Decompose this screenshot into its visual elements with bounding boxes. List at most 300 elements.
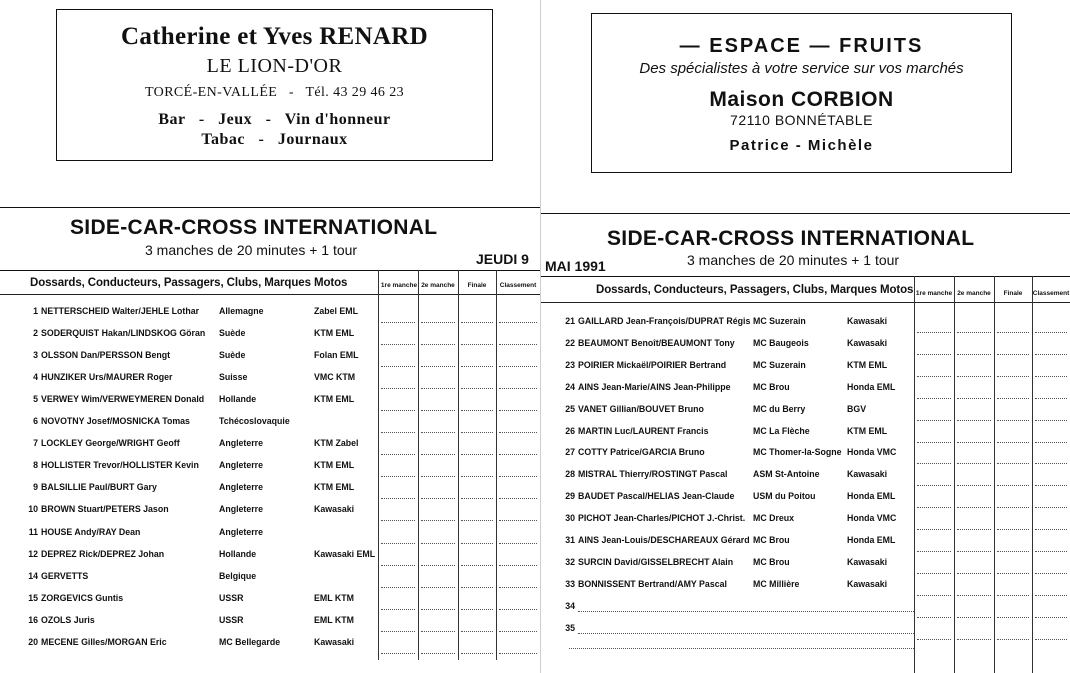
entry-crew: NETTERSCHEID Walter/JEHLE Lothar <box>41 306 200 316</box>
result-line <box>997 595 1029 596</box>
result-line <box>1035 398 1067 399</box>
section-rule <box>541 213 1070 214</box>
blank-entry-line <box>569 648 914 649</box>
result-line <box>917 617 951 618</box>
result-line <box>499 432 537 433</box>
event-title: SIDE-CAR-CROSS INTERNATIONAL <box>70 216 438 239</box>
result-line <box>917 442 951 443</box>
result-line <box>1035 529 1067 530</box>
entry-number: 31 <box>565 535 575 545</box>
event-day: JEUDI 9 <box>476 251 529 267</box>
col-header-2: 2e manche <box>421 282 455 289</box>
entry-brand: KTM EML <box>314 460 355 471</box>
result-line <box>1035 332 1067 333</box>
entry-club: USM du Poitou <box>753 491 816 502</box>
entry-brand: Honda EML <box>847 535 896 545</box>
result-line <box>421 344 455 345</box>
entry-crew: SODERQUIST Hakan/LINDSKOG Göran <box>41 328 206 339</box>
result-line <box>997 617 1029 618</box>
entry-brand: KTM Zabel <box>314 438 359 449</box>
entry-number: 2 <box>33 328 38 339</box>
entry-number: 26 <box>565 425 575 436</box>
result-line <box>997 354 1029 355</box>
result-line <box>957 420 991 421</box>
entry-club: Angleterre <box>219 460 263 471</box>
ad-services-line1: Bar - Jeux - Vin d'honneur <box>158 111 391 128</box>
event-date-rest: MAI 1991 <box>545 258 606 274</box>
result-line <box>499 454 537 455</box>
entry-crew: LOCKLEY George/WRIGHT Geoff <box>41 438 180 449</box>
result-line <box>499 410 537 411</box>
table-top-rule <box>0 270 540 271</box>
entry-brand: KTM EML <box>314 394 355 405</box>
entry-row <box>0 504 540 524</box>
result-line <box>917 529 951 530</box>
entry-number: 28 <box>565 469 575 480</box>
entry-number: 15 <box>28 592 38 603</box>
result-line <box>499 587 537 588</box>
ad-headline: — ESPACE — FRUITS <box>679 35 924 57</box>
entry-crew: BEAUMONT Benoît/BEAUMONT Tony <box>578 337 735 348</box>
result-line <box>461 366 493 367</box>
result-line <box>1035 442 1067 443</box>
result-line <box>381 454 415 455</box>
result-line <box>461 498 493 499</box>
entry-brand: Zabel EML <box>314 306 358 316</box>
event-subtitle: 3 manches de 20 minutes + 1 tour <box>145 242 358 258</box>
result-line <box>1035 485 1067 486</box>
result-line <box>381 432 415 433</box>
renard-advertisement <box>56 9 493 161</box>
result-line <box>381 366 415 367</box>
result-line <box>917 420 951 421</box>
result-line <box>499 631 537 632</box>
result-line <box>499 520 537 521</box>
entry-club: Angleterre <box>219 482 263 493</box>
entry-club: Belgique <box>219 570 257 581</box>
entry-crew: VERWEY Wim/VERWEYMEREN Donald <box>41 394 205 405</box>
entry-number: 9 <box>33 482 38 493</box>
entry-club: MC Suzerain <box>753 316 806 326</box>
result-line <box>1035 354 1067 355</box>
result-line <box>1035 617 1067 618</box>
entry-club: Hollande <box>219 548 257 559</box>
entry-club: Suisse <box>219 372 248 383</box>
entry-crew: BALSILLIE Paul/BURT Gary <box>41 482 157 493</box>
result-line <box>499 653 537 654</box>
result-line <box>1035 595 1067 596</box>
entry-brand: Kawasaki <box>847 337 888 348</box>
entry-row <box>541 316 1070 336</box>
entry-row <box>0 350 540 370</box>
entry-crew: MISTRAL Thierry/ROSTINGT Pascal <box>578 469 728 480</box>
entry-crew: HOUSE Andy/RAY Dean <box>41 526 141 537</box>
result-line <box>461 344 493 345</box>
entry-club: Angleterre <box>219 438 263 449</box>
result-line <box>499 476 537 477</box>
entry-club: MC Millière <box>753 578 800 589</box>
ad-place: LE LION-D'OR <box>206 55 343 77</box>
result-line <box>499 543 537 544</box>
entry-crew: HOLLISTER Trevor/HOLLISTER Kevin <box>41 460 199 471</box>
entry-brand: Kawasaki EML <box>314 548 376 559</box>
ad-owner: Catherine et Yves RENARD <box>121 23 428 50</box>
result-line <box>421 432 455 433</box>
table-header-label: Dossards, Conducteurs, Passagers, Clubs, Marques Motos <box>596 284 914 296</box>
entry-number: 14 <box>28 570 38 581</box>
result-line <box>1035 573 1067 574</box>
entry-club: Allemagne <box>219 306 264 316</box>
entry-club: USSR <box>219 592 244 603</box>
entry-crew: AINS Jean-Louis/DESCHAREAUX Gérard <box>578 535 750 545</box>
col-header-1: 1re manche <box>915 290 953 297</box>
result-line <box>957 551 991 552</box>
entry-number: 7 <box>33 438 38 449</box>
result-line <box>997 639 1029 640</box>
result-line <box>1035 639 1067 640</box>
entry-number: 24 <box>565 381 575 392</box>
entry-club: Suède <box>219 350 246 361</box>
result-line <box>461 410 493 411</box>
entry-brand: Kawasaki <box>314 636 355 647</box>
entry-row <box>0 593 540 613</box>
entry-row <box>0 372 540 392</box>
result-line <box>957 617 991 618</box>
result-line <box>421 454 455 455</box>
col-header-1: 1re manche <box>380 282 418 289</box>
entry-brand: KTM EML <box>314 328 355 339</box>
entry-brand: Kawasaki <box>314 504 355 515</box>
result-line <box>1035 376 1067 377</box>
right-page <box>541 0 1070 673</box>
result-line <box>461 322 493 323</box>
result-line <box>421 543 455 544</box>
entry-number: 32 <box>565 556 575 567</box>
entry-row <box>541 579 1070 599</box>
result-line <box>381 609 415 610</box>
entry-row <box>0 394 540 414</box>
entry-row <box>0 571 540 591</box>
result-line <box>381 322 415 323</box>
entry-row <box>541 557 1070 577</box>
entry-number: 35 <box>565 622 575 633</box>
result-line <box>421 565 455 566</box>
entry-club: MC Dreux <box>753 513 795 524</box>
entry-number: 23 <box>565 359 575 370</box>
result-line <box>461 587 493 588</box>
result-line <box>499 344 537 345</box>
result-line <box>421 410 455 411</box>
entry-row <box>541 513 1070 533</box>
result-line <box>917 595 951 596</box>
result-line <box>381 565 415 566</box>
result-line <box>997 485 1029 486</box>
entry-row <box>0 482 540 502</box>
result-line <box>381 653 415 654</box>
entry-club: Suède <box>219 328 246 339</box>
entry-crew: PICHOT Jean-Charles/PICHOT J.-Christ. <box>578 513 746 524</box>
result-line <box>461 388 493 389</box>
entry-number: 34 <box>565 600 575 611</box>
result-line <box>1035 420 1067 421</box>
result-line <box>917 639 951 640</box>
col-header-4: Classement <box>1032 290 1070 297</box>
result-line <box>421 498 455 499</box>
entry-crew: MECENE Gilles/MORGAN Eric <box>41 636 167 647</box>
entry-number: 6 <box>33 416 38 427</box>
entry-brand: EML KTM <box>314 614 354 625</box>
entry-brand: Folan EML <box>314 350 359 361</box>
result-line <box>499 565 537 566</box>
entry-row <box>541 338 1070 358</box>
result-line <box>421 653 455 654</box>
entry-brand: Kawasaki <box>847 578 888 589</box>
entry-crew: GERVETTS <box>41 570 89 581</box>
entry-club: Tchécoslovaquie <box>219 416 290 427</box>
result-line <box>957 485 991 486</box>
ad-services-line2: Tabac - Journaux <box>201 131 348 148</box>
entry-crew: BONNISSENT Bertrand/AMY Pascal <box>578 578 727 589</box>
entry-club: MC Brou <box>753 381 790 392</box>
entry-row <box>0 549 540 569</box>
entry-brand: EML KTM <box>314 592 354 603</box>
entry-row <box>541 360 1070 380</box>
result-line <box>381 520 415 521</box>
entry-number: 27 <box>565 447 575 458</box>
result-line <box>461 609 493 610</box>
result-line <box>499 388 537 389</box>
result-line <box>381 344 415 345</box>
ad-address: TORCÉ-EN-VALLÉE - Tél. 43 29 46 23 <box>144 85 404 100</box>
col-header-3: Finale <box>467 282 487 289</box>
result-line <box>997 529 1029 530</box>
blank-entry-line <box>578 611 914 612</box>
entry-crew: VANET Gillian/BOUVET Bruno <box>578 403 704 414</box>
entry-club: MC Bellegarde <box>219 636 281 647</box>
entry-club: MC Thomer-la-Sogne <box>753 447 842 458</box>
entry-crew: MARTIN Luc/LAURENT Francis <box>578 425 709 436</box>
entry-number: 30 <box>565 513 575 524</box>
entry-crew: POIRIER Mickaël/POIRIER Bertrand <box>578 359 727 370</box>
result-line <box>997 332 1029 333</box>
entry-number: 10 <box>28 504 38 515</box>
result-line <box>1035 551 1067 552</box>
entry-club: USSR <box>219 614 244 625</box>
result-line <box>957 573 991 574</box>
entry-number: 12 <box>28 548 38 559</box>
entry-row <box>0 328 540 348</box>
entry-crew: ZORGEVICS Guntis <box>41 592 124 603</box>
entry-row <box>541 447 1070 467</box>
entry-number: 33 <box>565 578 575 589</box>
ad-tagline: Des spécialistes à votre service sur vos marchés <box>639 60 964 77</box>
entry-crew: COTTY Patrice/GARCIA Bruno <box>578 447 705 458</box>
entry-crew: GAILLARD Jean-François/DUPRAT Régis <box>578 316 751 326</box>
entry-brand: Honda VMC <box>847 447 897 458</box>
result-line <box>1035 507 1067 508</box>
result-line <box>381 498 415 499</box>
entry-club: Angleterre <box>219 526 263 537</box>
result-line <box>461 454 493 455</box>
entry-number: 8 <box>33 460 38 471</box>
entry-crew: DEPREZ Rick/DEPREZ Johan <box>41 548 165 559</box>
result-line <box>957 376 991 377</box>
result-line <box>381 410 415 411</box>
result-line <box>461 631 493 632</box>
entry-club: MC Baugeois <box>753 337 809 348</box>
entry-row <box>0 438 540 458</box>
entry-row <box>541 601 1070 621</box>
result-line <box>381 543 415 544</box>
entry-club: MC du Berry <box>753 403 806 414</box>
result-line <box>499 322 537 323</box>
entry-brand: Honda VMC <box>847 513 897 524</box>
result-line <box>957 354 991 355</box>
entry-club: MC Brou <box>753 556 790 567</box>
entry-brand: Kawasaki <box>847 556 888 567</box>
result-line <box>997 376 1029 377</box>
entry-brand: BGV <box>847 403 867 414</box>
result-line <box>997 551 1029 552</box>
result-line <box>421 587 455 588</box>
result-line <box>957 507 991 508</box>
entry-row <box>0 416 540 436</box>
entry-number: 11 <box>28 526 38 537</box>
result-line <box>461 653 493 654</box>
result-line <box>499 366 537 367</box>
entry-number: 1 <box>33 306 38 316</box>
result-line <box>957 463 991 464</box>
entry-number: 25 <box>565 403 575 414</box>
entry-brand: KTM EML <box>847 425 888 436</box>
table-top-rule <box>541 276 1070 277</box>
entry-club: Hollande <box>219 394 257 405</box>
result-line <box>381 587 415 588</box>
entry-brand: Honda EML <box>847 491 896 502</box>
result-line <box>461 476 493 477</box>
result-line <box>917 463 951 464</box>
result-line <box>461 543 493 544</box>
entry-number: 22 <box>565 337 575 348</box>
corbion-advertisement <box>591 13 1012 173</box>
entry-crew: AINS Jean-Marie/AINS Jean-Philippe <box>578 381 731 392</box>
result-line <box>461 432 493 433</box>
entry-club: MC Brou <box>753 535 790 545</box>
result-line <box>917 376 951 377</box>
result-line <box>917 573 951 574</box>
entry-row <box>541 535 1070 555</box>
result-line <box>461 565 493 566</box>
entry-row <box>541 469 1070 489</box>
result-line <box>997 442 1029 443</box>
result-line <box>421 631 455 632</box>
result-line <box>917 551 951 552</box>
entry-number: 21 <box>565 316 575 326</box>
entry-brand: VMC KTM <box>314 372 356 383</box>
ad-town: 72110 BONNÉTABLE <box>730 112 873 128</box>
result-line <box>957 639 991 640</box>
ad-company: Maison CORBION <box>709 88 894 111</box>
col-header-2: 2e manche <box>957 290 991 297</box>
entry-brand: Kawasaki <box>847 316 888 326</box>
ad-owners: Patrice - Michèle <box>729 137 874 154</box>
entry-crew: HUNZIKER Urs/MAURER Roger <box>41 372 173 383</box>
entry-crew: BROWN Stuart/PETERS Jason <box>41 504 169 515</box>
result-line <box>381 388 415 389</box>
entry-number: 29 <box>565 491 575 502</box>
entry-number: 16 <box>28 614 38 625</box>
result-line <box>917 398 951 399</box>
blank-entry-line <box>578 633 914 634</box>
entry-row <box>541 382 1070 402</box>
result-line <box>997 420 1029 421</box>
result-line <box>917 332 951 333</box>
entry-club: Angleterre <box>219 504 263 515</box>
result-line <box>997 507 1029 508</box>
entry-row <box>541 404 1070 424</box>
result-line <box>957 529 991 530</box>
entry-row <box>541 491 1070 511</box>
result-line <box>957 595 991 596</box>
entry-row <box>0 306 540 326</box>
event-title: SIDE-CAR-CROSS INTERNATIONAL <box>607 227 975 250</box>
result-line <box>421 476 455 477</box>
entry-row <box>0 615 540 635</box>
entry-club: MC Suzerain <box>753 359 806 370</box>
table-header-bottom-rule <box>541 302 1070 303</box>
result-line <box>421 520 455 521</box>
entry-brand: KTM EML <box>847 359 888 370</box>
col-header-4: Classement <box>499 282 537 289</box>
result-line <box>957 332 991 333</box>
entry-club: ASM St-Antoine <box>753 469 820 480</box>
result-line <box>381 476 415 477</box>
result-line <box>499 498 537 499</box>
entry-crew: OZOLS Juris <box>41 614 95 625</box>
result-line <box>381 631 415 632</box>
table-header-label: Dossards, Conducteurs, Passagers, Clubs, Marques Motos <box>30 277 348 289</box>
entry-brand: Honda EML <box>847 381 896 392</box>
entry-number: 3 <box>33 350 38 361</box>
result-line <box>997 463 1029 464</box>
entry-row <box>541 426 1070 446</box>
event-subtitle: 3 manches de 20 minutes + 1 tour <box>687 252 900 268</box>
result-line <box>421 322 455 323</box>
entry-number: 4 <box>33 372 38 383</box>
entry-row <box>541 623 1070 643</box>
result-line <box>997 398 1029 399</box>
result-line <box>461 520 493 521</box>
entry-row <box>0 527 540 547</box>
col-header-3: Finale <box>1003 290 1023 297</box>
entry-crew: NOVOTNY Josef/MOSNICKA Tomas <box>41 416 190 427</box>
result-line <box>957 398 991 399</box>
entry-crew: OLSSON Dan/PERSSON Bengt <box>41 350 171 361</box>
result-line <box>1035 463 1067 464</box>
result-line <box>499 609 537 610</box>
entry-row <box>0 637 540 657</box>
entry-row <box>0 460 540 480</box>
entry-club: MC La Flèche <box>753 425 810 436</box>
result-line <box>917 507 951 508</box>
entry-crew: BAUDET Pascal/HELIAS Jean-Claude <box>578 491 735 502</box>
table-header-bottom-rule <box>0 294 540 295</box>
result-line <box>421 366 455 367</box>
result-line <box>997 573 1029 574</box>
section-rule <box>0 207 540 208</box>
entry-brand: Kawasaki <box>847 469 888 480</box>
entry-brand: KTM EML <box>314 482 355 493</box>
